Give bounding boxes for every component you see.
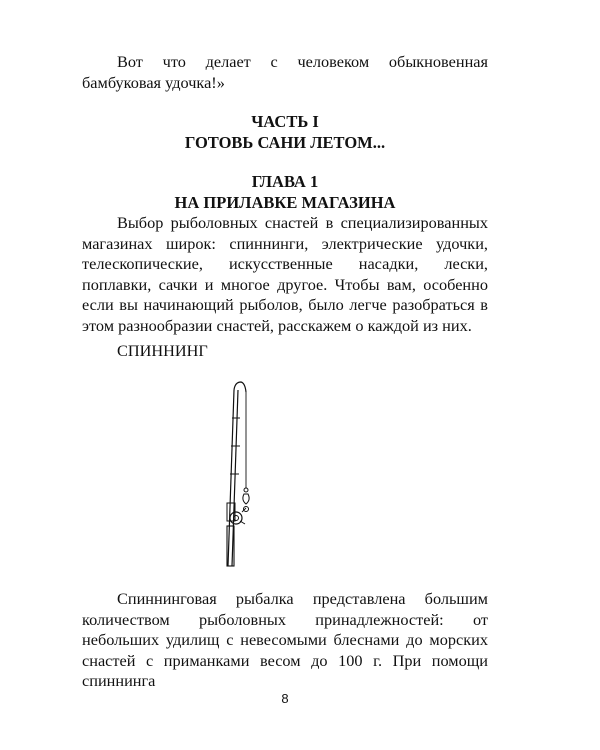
section-title: СПИННИНГ <box>117 341 208 360</box>
part-heading-line1: ЧАСТЬ I <box>251 112 319 131</box>
body-paragraph-2-text: Спиннинговая рыбалка представлена большим количеством рыболовных принадлежностей: от небольших удилищ с невесомыми блеснами до морских снастей с приманками весом до 100 г. При помощи спиннинга <box>82 589 488 691</box>
intro-paragraph <box>82 52 488 93</box>
body-paragraph-2 <box>82 589 488 692</box>
spinning-rod-icon <box>208 378 278 568</box>
part-heading-line2: ГОТОВЬ САНИ ЛЕТОМ... <box>184 133 386 152</box>
body-paragraph-1-text: Выбор рыболовных снастей в специализированных магазинах широк: спиннинги, электрические удочки, телескопические, искусственные насадки, лески, поплавки, сачки и многое другое. Чтобы вам, особенно если вы начинающий рыболов, было легче разобраться в этом разнообразии снастей, расскажем о каждой из них. <box>82 213 488 335</box>
page-number: 8 <box>281 691 289 706</box>
body-paragraph-1 <box>82 213 488 337</box>
chapter-heading-line2: НА ПРИЛАВКЕ МАГАЗИНА <box>174 193 396 212</box>
intro-text: Вот что делает с человеком обыкновенная бамбуковая удочка!» <box>82 52 488 92</box>
chapter-heading-line1: ГЛАВА 1 <box>251 172 319 191</box>
